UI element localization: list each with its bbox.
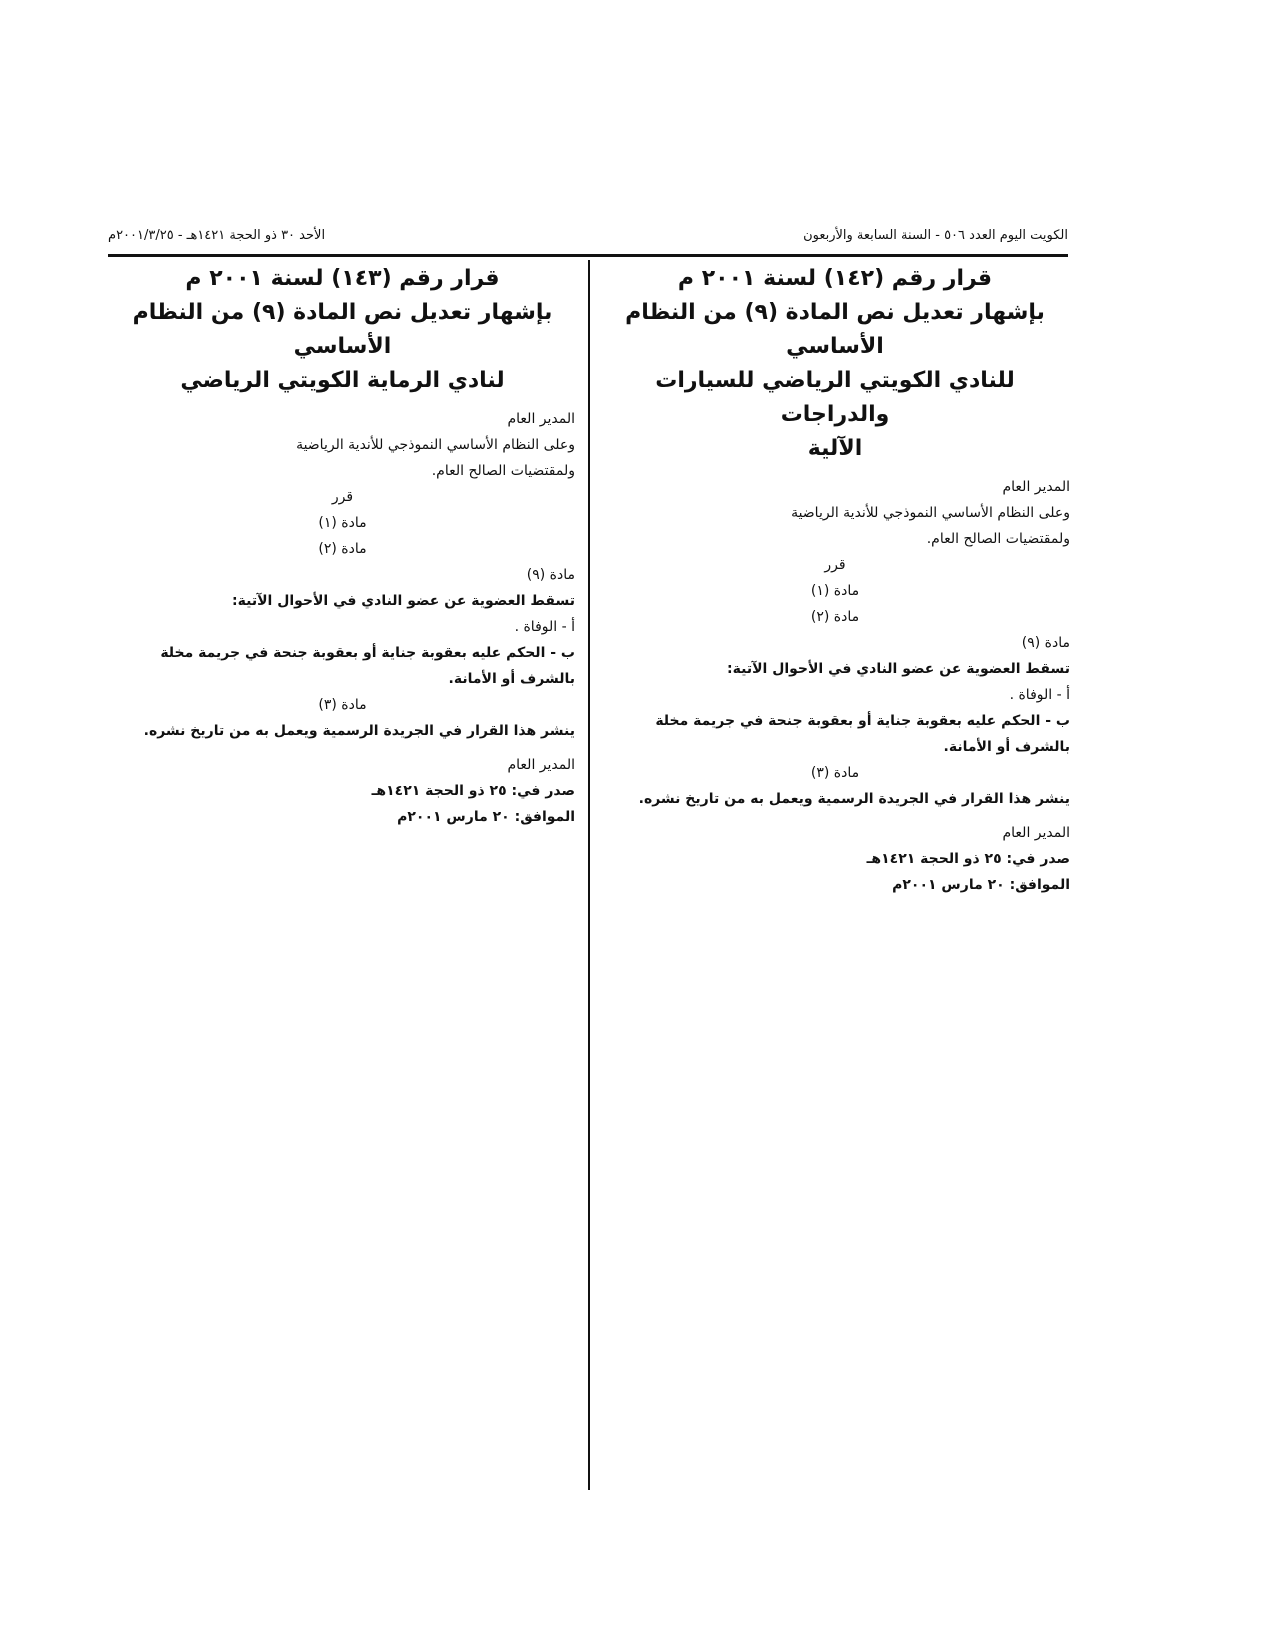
left-line: ولمقتضيات الصالح العام. <box>431 463 575 479</box>
left-line: قرر <box>331 489 354 505</box>
left-line: المدير العام <box>507 757 575 773</box>
right-subtitle: الآلية <box>807 436 863 461</box>
left-line: وعلى النظام الأساسي النموذجي للأندية الرياضية <box>296 437 575 453</box>
right-line: قرر <box>824 557 846 573</box>
left-line: ب - الحكم عليه بعقوبة جناية أو بعقوبة جنحة في جريمة مخلة بالشرف أو الأمانة. <box>160 645 575 687</box>
right-line: ينشر هذا القرار في الجريدة الرسمية ويعمل به من تاريخ نشره. <box>638 791 1070 807</box>
header-right: الكويت اليوم العدد ٥٠٦ - السنة السابعة والأربعون <box>803 228 1068 243</box>
right-line: مادة (٢) <box>810 609 860 625</box>
right-subtitle: للنادي الكويتي الرياضي للسيارات والدراجات <box>655 368 1015 427</box>
page-header <box>108 220 1068 257</box>
right-line: المدير العام <box>1002 479 1070 495</box>
right-line: صدر في: ٢٥ ذو الحجة ١٤٢١هـ <box>866 851 1070 867</box>
left-line: ينشر هذا القرار في الجريدة الرسمية ويعمل به من تاريخ نشره. <box>143 723 575 739</box>
left-line: صدر في: ٢٥ ذو الحجة ١٤٢١هـ <box>371 783 575 799</box>
right-line: وعلى النظام الأساسي النموذجي للأندية الرياضية <box>791 505 1070 521</box>
left-line: تسقط العضوية عن عضو النادي في الأحوال الآتية: <box>232 593 575 609</box>
right-line: الموافق: ٢٠ مارس ٢٠٠١م <box>892 877 1070 893</box>
left-line: مادة (١) <box>318 515 367 531</box>
right-title: قرار رقم (١٤٢) لسنة ٢٠٠١ م <box>677 266 993 291</box>
left-subtitle: بإشهار تعديل نص المادة (٩) من النظام الأساسي <box>132 300 553 359</box>
right-line: مادة (٩) <box>1021 635 1070 651</box>
right-line: مادة (١) <box>810 583 860 599</box>
left-line: مادة (٣) <box>318 697 367 713</box>
right-line: ولمقتضيات الصالح العام. <box>926 531 1070 547</box>
column-divider <box>588 260 590 1490</box>
header-left: الأحد ٣٠ ذو الحجة ١٤٢١هـ - ٢٠٠١/٣/٢٥م <box>108 228 326 243</box>
right-line: مادة (٣) <box>810 765 860 781</box>
left-column <box>110 262 575 830</box>
right-line: ب - الحكم عليه بعقوبة جناية أو بعقوبة جنحة في جريمة مخلة بالشرف أو الأمانة. <box>655 713 1070 755</box>
left-line: المدير العام <box>507 411 575 427</box>
left-line: مادة (٢) <box>318 541 367 557</box>
left-line: أ - الوفاة . <box>514 619 575 635</box>
left-subtitle: لنادي الرماية الكويتي الرياضي <box>180 368 505 393</box>
left-line: الموافق: ٢٠ مارس ٢٠٠١م <box>397 809 575 825</box>
right-subtitle: بإشهار تعديل نص المادة (٩) من النظام الأساسي <box>625 300 1045 359</box>
right-line: المدير العام <box>1002 825 1070 841</box>
right-line: تسقط العضوية عن عضو النادي في الأحوال الآتية: <box>727 661 1070 677</box>
left-title: قرار رقم (١٤٣) لسنة ٢٠٠١ م <box>185 266 500 291</box>
right-line: أ - الوفاة . <box>1009 687 1070 703</box>
right-column <box>600 262 1070 898</box>
left-line: مادة (٩) <box>526 567 575 583</box>
